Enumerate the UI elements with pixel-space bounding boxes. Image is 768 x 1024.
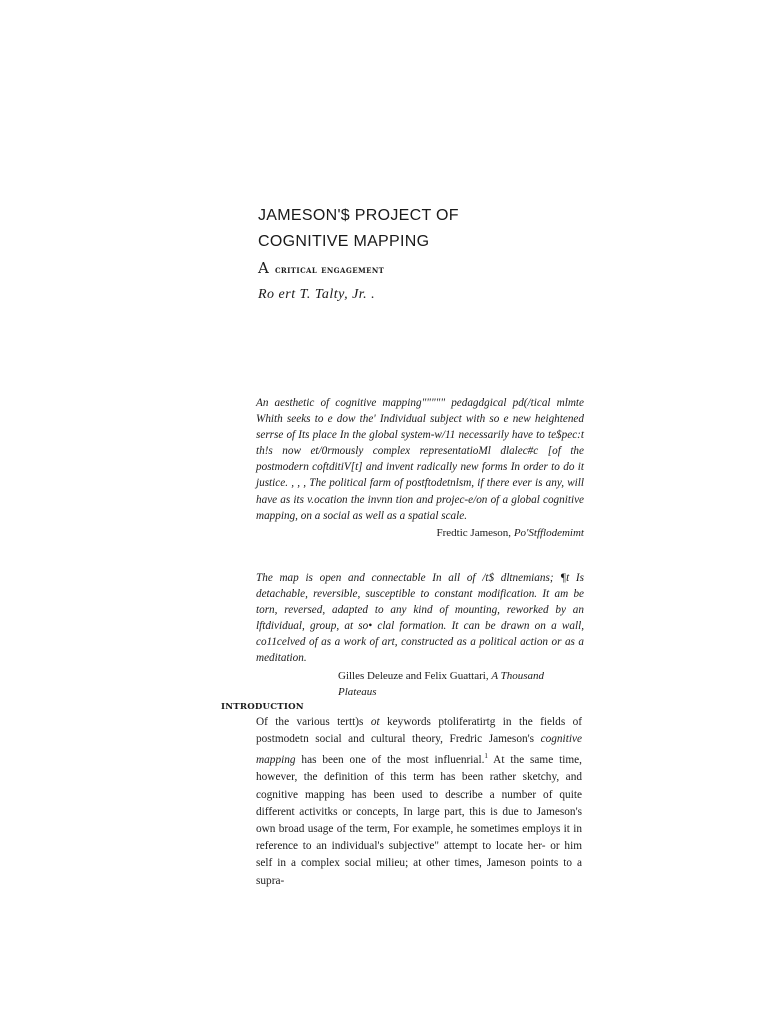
- attribution-source: A Thousand Plateaus: [338, 669, 545, 698]
- epigraph-deleuze-guattari: [256, 570, 584, 700]
- epigraph-jameson: [256, 395, 584, 541]
- article-author: Ro ert T. Talty, Jr. .: [258, 287, 376, 302]
- introduction-paragraph: [256, 714, 582, 890]
- section-heading-introduction: INTRODUCTION: [221, 702, 304, 712]
- subtitle-initial: A: [258, 259, 270, 277]
- epigraph-text: The map is open and connectable In all of /t$ dltnemians; ¶t Is detachable, reversible, susceptible to constant modification. It am be torn, reversed, adapted to any kind of mounting, reworked by an lftdividual, group, at so• clal formation. It can be drawn on a wall, co11celved of as a work of art, constructed as a political action or as a meditation.: [256, 572, 584, 665]
- attribution-author: Fredtic Jameson,: [436, 526, 514, 539]
- attribution-author: Gilles Deleuze and Felix Guattari,: [338, 669, 492, 682]
- body-text-segment: At the same time, however, the definition of this term has been rather sketchy, and cognitive mapping has been used to describe a number of quite different activitks or concepts, In large part, this is due to Jameson's own broad usage of the term, For example, he sometimes employs it in reference to an individual's subjective" attempt to locate her- or him self in a complex social milieu; at other times, Jameson points to a supra-: [256, 754, 583, 887]
- footnote-marker[interactable]: 1: [484, 752, 488, 761]
- article-title-line-1: JAMESON'$ PROJECT OF: [258, 207, 459, 224]
- body-text-segment: keywords ptoliferatirtg in the fields of postmodetn social and cultural theory, Fredric Jameson's: [256, 716, 583, 746]
- body-text-segment: Of the various tertt)s: [256, 716, 371, 728]
- body-text-segment: has been one of the most influenrial.: [295, 754, 485, 767]
- article-title-line-2: COGNITIVE MAPPING: [258, 233, 430, 250]
- epigraph-attribution: [256, 668, 584, 700]
- key-term: cognitive mapping: [256, 733, 582, 767]
- article-subtitle: [258, 258, 384, 277]
- epigraph-text: An aesthetic of cognitive mapping""""" pedagdgical pd(/tical mlmte Whith seeks to e dow the' Individual subject with so e new heightened serrse of Its place In the global system-w/11 necessarily have to te$pec:t th!s now et/0rmously complex representatioMl dlalec#c [of the postmodern coftditiV[t] and invent radically new forms In order to do it justice. , , , The political farm of postftodetnlsm, if there ever is any, will have as its v.ocation the invnn tion and projec-e/on of a global cognitive mapping, on a social as well as a spatial scale.: [256, 397, 584, 522]
- epigraph-attribution: [256, 525, 584, 541]
- subtitle-rest: critical engagement: [274, 265, 385, 276]
- body-text-segment: ot: [370, 716, 380, 728]
- attribution-source: Po'Stfflodemimt: [513, 526, 584, 539]
